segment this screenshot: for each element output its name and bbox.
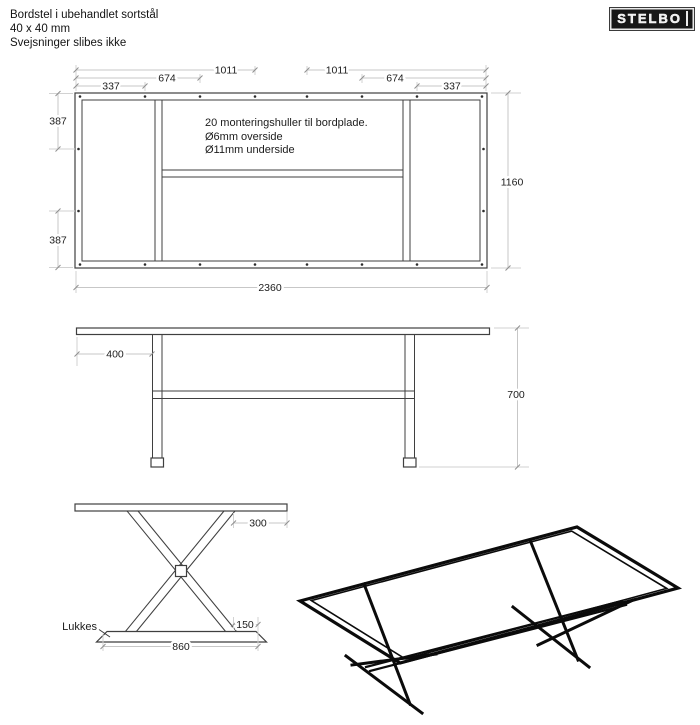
dim-674-left: 674 (158, 72, 176, 85)
dim-2360: 2360 (258, 282, 282, 294)
plan-dimension-bottom (74, 271, 490, 294)
note-holes: 20 monteringshuller til bordplade. (205, 117, 368, 129)
plan-dimension-right (491, 91, 523, 271)
dim-674-right: 674 (386, 72, 404, 85)
side-top-bar (77, 328, 490, 335)
dim-387-upper: 387 (49, 115, 67, 128)
dim-337-right: 337 (443, 80, 461, 93)
end-top-bar (75, 504, 287, 511)
note-underside: Ø11mm underside (205, 144, 295, 156)
end-center-lock-plate (176, 566, 187, 577)
dim-150: 150 (236, 619, 254, 631)
dim-1011-left: 1011 (214, 64, 238, 77)
dim-860: 860 (172, 641, 190, 653)
dim-1160: 1160 (500, 176, 524, 189)
side-view (75, 326, 530, 470)
lukkes-label: Lukkes (62, 621, 97, 633)
side-dimension-400 (75, 337, 155, 366)
dim-387-lower: 387 (49, 234, 67, 247)
plan-view (49, 65, 523, 295)
title-line-material: Bordstel i ubehandlet sortstål (10, 9, 159, 21)
dim-337-left: 337 (102, 80, 120, 93)
title-line-profile: 40 x 40 mm (10, 23, 71, 35)
side-legs (151, 335, 416, 468)
dim-700: 700 (507, 389, 525, 401)
dim-1011-right: 1011 (325, 64, 349, 77)
stelbo-logo-text: STELBO (617, 11, 688, 26)
end-dimension-300 (231, 512, 290, 530)
side-mid-rail (153, 391, 415, 399)
iso-view (300, 527, 678, 713)
plan-dimensions-left (49, 91, 75, 270)
side-dimension-700 (419, 326, 529, 470)
iso-frame-outer (300, 527, 678, 663)
end-view (62, 504, 289, 653)
iso-left-x-leg (346, 584, 436, 713)
note-topside: Ø6mm overside (205, 131, 283, 143)
plan-dimensions-top (74, 65, 489, 93)
dim-400: 400 (106, 348, 124, 361)
title-line-welds: Svejsninger slibes ikke (10, 37, 127, 49)
dim-300: 300 (249, 517, 267, 530)
